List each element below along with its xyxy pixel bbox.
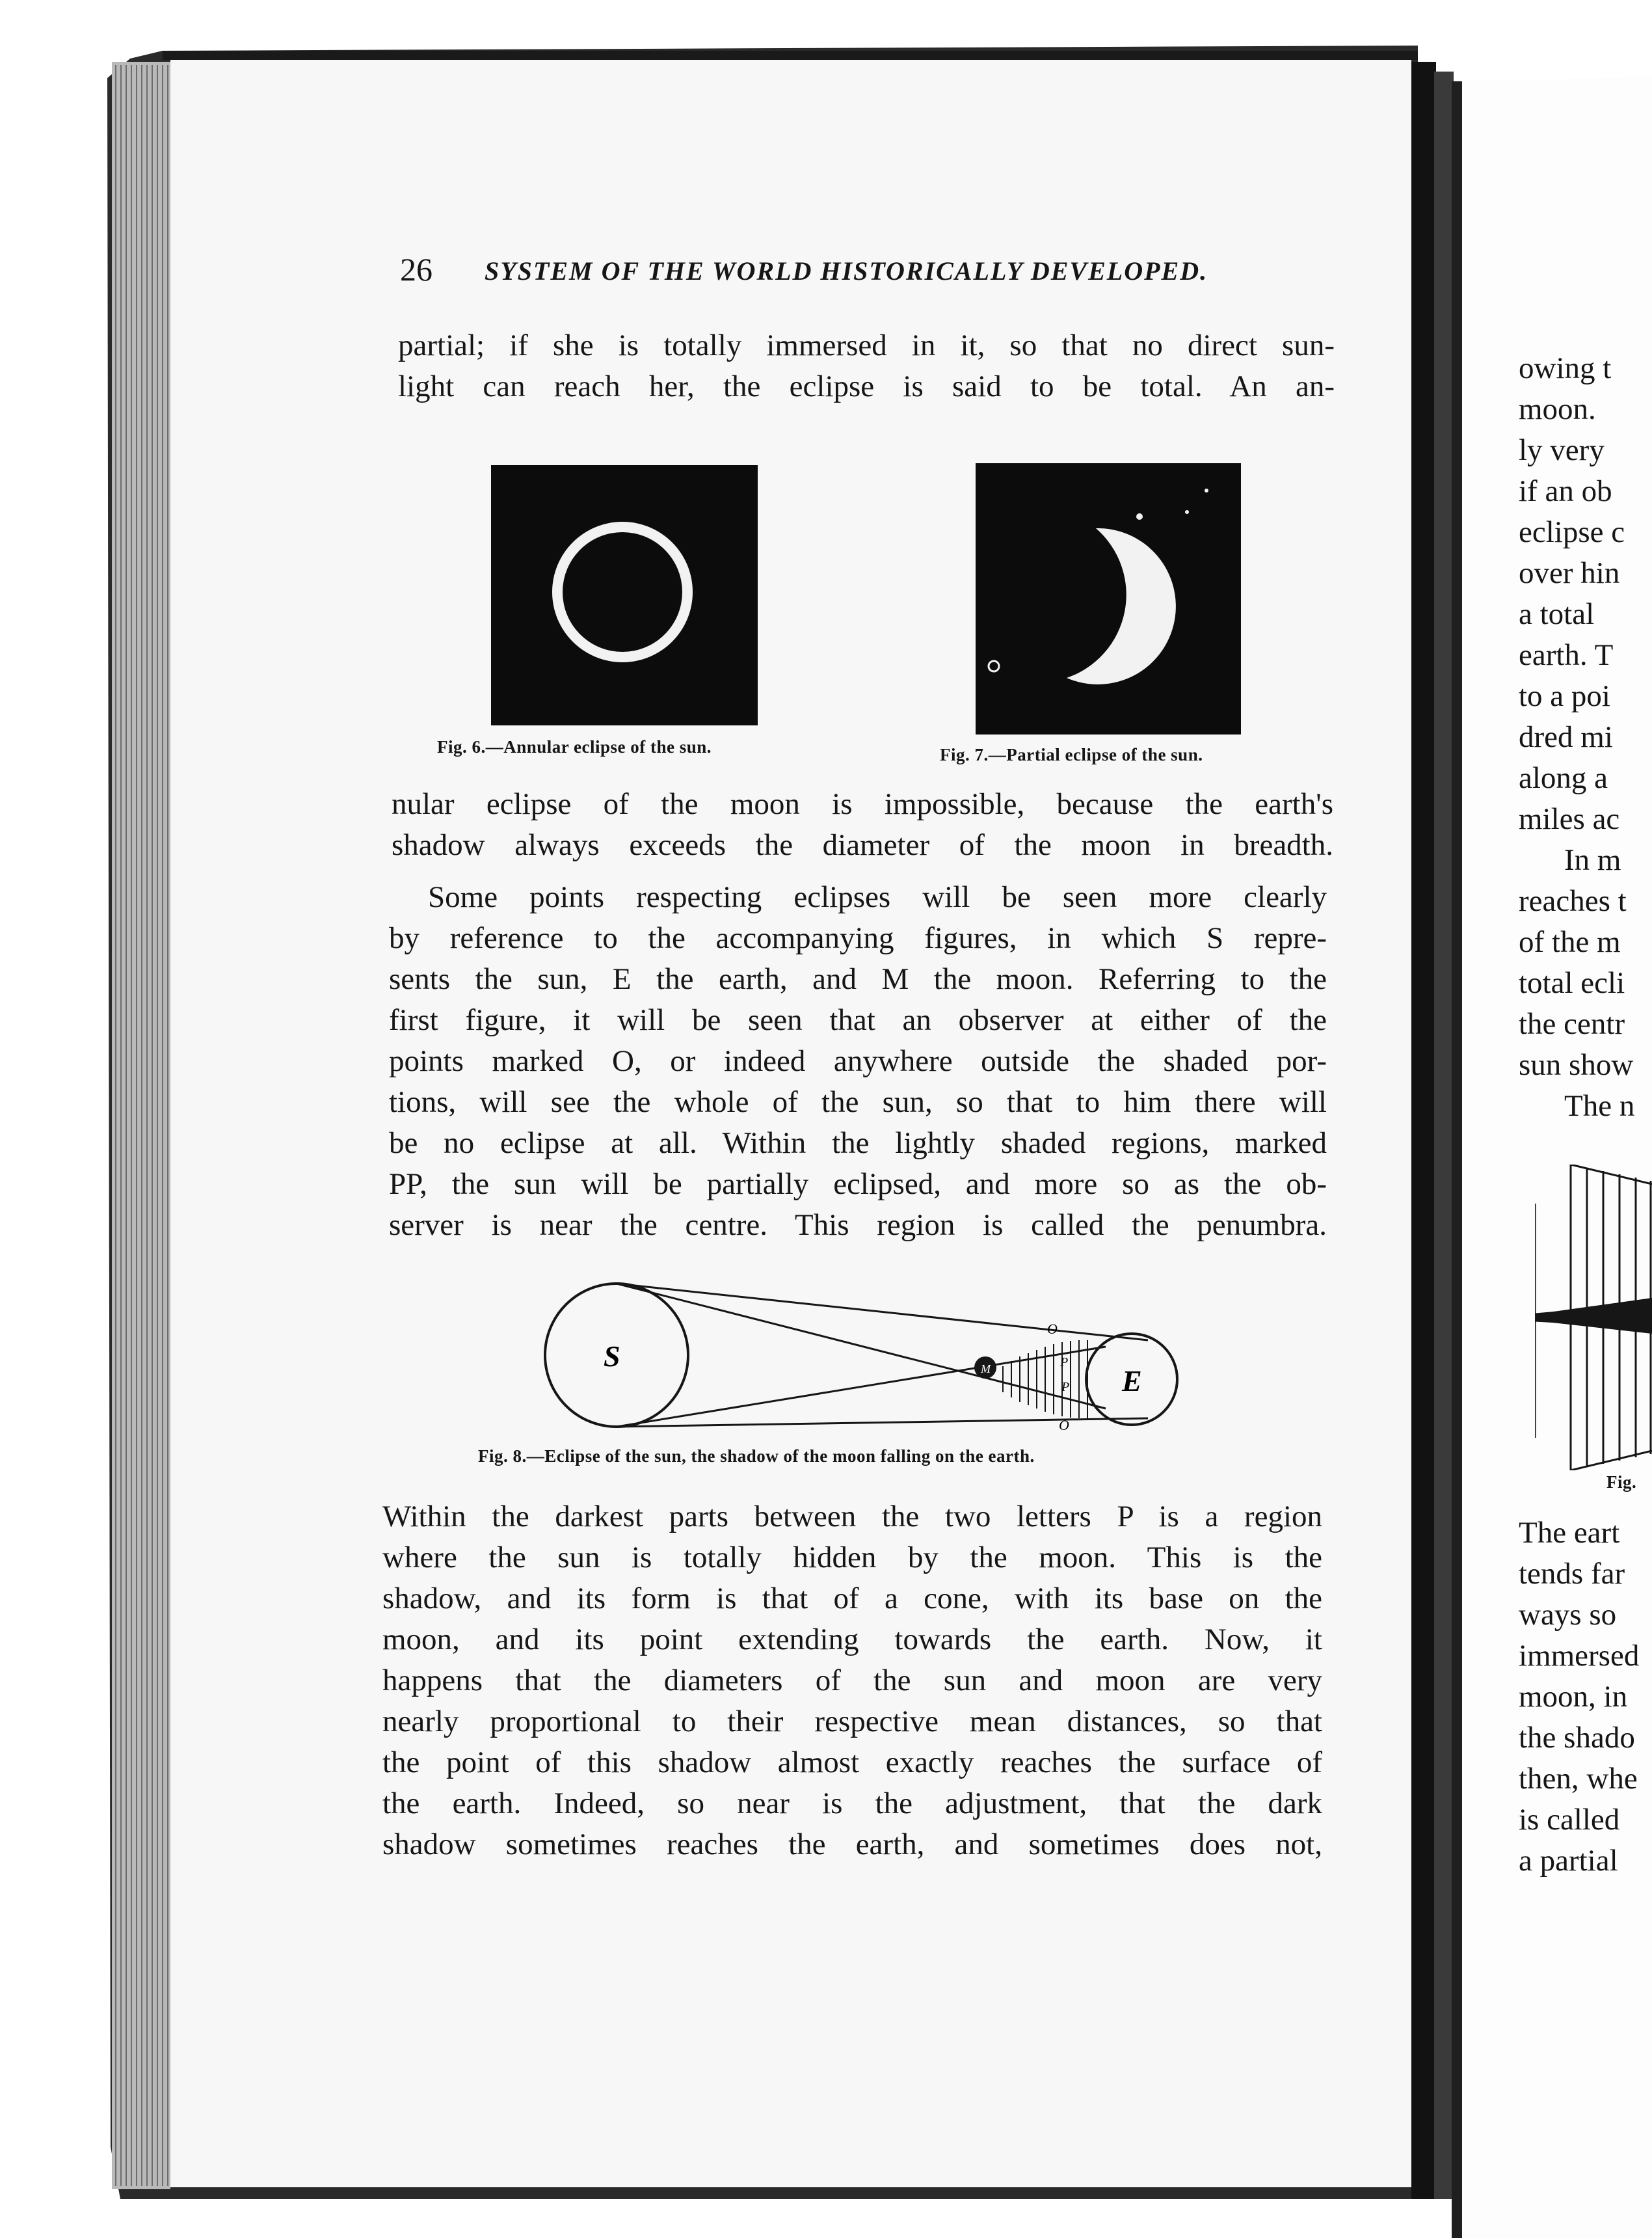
text-line: PP, the sun will be partially eclipsed, and more so as the ob- — [389, 1167, 1327, 1201]
text-line: first figure, it will be seen that an observer at either of the — [389, 1003, 1327, 1037]
text-line: if an ob — [1519, 474, 1612, 508]
paragraph-middle — [392, 784, 1333, 866]
text-line: eclipse c — [1519, 515, 1625, 549]
running-head: SYSTEM OF THE WORLD HISTORICALLY DEVELOPED. — [485, 256, 1208, 286]
text-line: reaches t — [1519, 884, 1627, 918]
label-e: E — [1122, 1364, 1142, 1397]
right-page-text-top — [1519, 348, 1634, 1127]
paragraph-bottom — [382, 1496, 1322, 1865]
text-line: nular eclipse of the moon is impossible, because the earth's — [392, 787, 1333, 821]
text-line: In m — [1564, 843, 1621, 877]
text-line: moon. — [1519, 392, 1596, 426]
figure-6-caption: Fig. 6.—Annular eclipse of the sun. — [437, 737, 712, 757]
text-line: server is near the centre. This region is called the penumbra. — [389, 1208, 1327, 1242]
label-o-top: O — [1047, 1321, 1058, 1337]
partial-eclipse-illustration — [976, 463, 1241, 735]
text-line: light can reach her, the eclipse is said to be total. An an- — [398, 370, 1335, 403]
text-line: sents the sun, E the earth, and M the moon. Referring to the — [389, 962, 1327, 996]
annular-eclipse-illustration — [491, 465, 758, 725]
text-line: the centr — [1519, 1007, 1625, 1041]
text-line: a partial — [1519, 1844, 1618, 1878]
figure-8-caption: Fig. 8.—Eclipse of the sun, the shadow of the moon falling on the earth. — [478, 1446, 1035, 1466]
text-line: Some points respecting eclipses will be seen more clearly — [428, 880, 1327, 914]
text-line: Within the darkest parts between the two letters P is a region — [382, 1500, 1322, 1533]
label-p-bottom: P — [1061, 1380, 1070, 1394]
text-line: the earth. Indeed, so near is the adjustment, that the dark — [382, 1786, 1322, 1820]
text-line: is called — [1519, 1803, 1620, 1837]
page-number: 26 — [400, 251, 433, 288]
text-line: The eart — [1519, 1516, 1620, 1550]
right-page-figure-fragment — [1535, 1165, 1652, 1470]
right-page-text-bottom — [1519, 1513, 1639, 1881]
text-line: dred mi — [1519, 720, 1613, 754]
text-line: moon, and its point extending towards the earth. Now, it — [382, 1623, 1322, 1656]
text-line: miles ac — [1519, 802, 1620, 836]
text-line: earth. T — [1519, 638, 1614, 672]
text-line: the point of this shadow almost exactly reaches the surface of — [382, 1746, 1322, 1779]
figure-annular-eclipse — [491, 465, 758, 725]
figure-7-caption: Fig. 7.—Partial eclipse of the sun. — [940, 745, 1203, 764]
paragraph-top — [398, 325, 1335, 407]
text-line: where the sun is totally hidden by the moon. This is the — [382, 1541, 1322, 1574]
figure-partial-eclipse — [976, 463, 1241, 735]
text-line: by reference to the accompanying figures, in which S repre- — [389, 921, 1327, 955]
text-line: shadow sometimes reaches the earth, and sometimes does not, — [382, 1827, 1322, 1861]
text-line: immersed — [1519, 1639, 1640, 1673]
paragraph-main — [389, 877, 1327, 1246]
text-line: along a — [1519, 761, 1608, 795]
label-p-top: P — [1060, 1355, 1069, 1369]
page-header — [397, 250, 1301, 309]
text-line: tends far — [1519, 1557, 1625, 1591]
text-line: shadow always exceeds the diameter of the moon in breadth. — [392, 828, 1333, 862]
text-line: sun show — [1519, 1048, 1634, 1082]
text-line: partial; if she is totally immersed in it, so that no direct sun- — [398, 329, 1335, 362]
text-line: of the m — [1519, 925, 1621, 959]
text-line: happens that the diameters of the sun and moon are very — [382, 1664, 1322, 1697]
text-line: then, whe — [1519, 1762, 1638, 1796]
label-m: M — [981, 1362, 991, 1375]
text-line: over hin — [1519, 556, 1620, 590]
text-line: points marked O, or indeed anywhere outside the shaded por- — [389, 1044, 1327, 1078]
right-page-figure-caption: Fig. — [1606, 1472, 1637, 1492]
text-line: ways so — [1519, 1598, 1617, 1632]
text-line: ly very — [1519, 433, 1605, 467]
label-o-bottom: O — [1059, 1417, 1069, 1433]
figure-eclipse-diagram — [533, 1275, 1197, 1438]
text-line: The n — [1564, 1089, 1635, 1123]
text-line: shadow, and its form is that of a cone, with its base on the — [382, 1582, 1322, 1615]
text-line: owing t — [1519, 351, 1612, 385]
text-line: be no eclipse at all. Within the lightly shaded regions, marked — [389, 1126, 1327, 1160]
text-line: total ecli — [1519, 966, 1625, 1000]
text-line: a total — [1519, 597, 1595, 631]
text-line: moon, in — [1519, 1680, 1628, 1714]
text-line: the shado — [1519, 1721, 1635, 1755]
text-line: tions, will see the whole of the sun, so that to him there will — [389, 1085, 1327, 1119]
text-line: nearly proportional to their respective mean distances, so that — [382, 1705, 1322, 1738]
text-line: to a poi — [1519, 679, 1610, 713]
label-s: S — [604, 1340, 620, 1373]
